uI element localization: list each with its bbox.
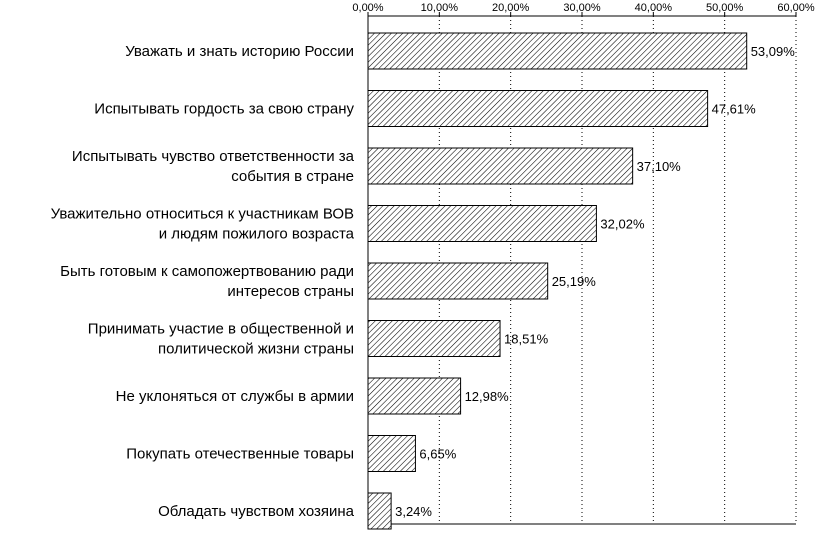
x-tick-label-6: 60,00% [777,2,815,14]
value-label-6: 12,98% [464,389,509,404]
bar-8 [368,493,391,529]
category-label-4-1: интересов страны [227,283,354,300]
value-label-3: 32,02% [600,216,645,232]
bar-2 [368,148,633,184]
category-label-6-0: Не уклоняться от службы в армии [115,388,354,405]
value-label-8: 3,24% [395,504,432,519]
x-tick-label-5: 50,00% [706,2,744,14]
bar-0 [368,33,747,69]
category-label-1-0: Испытывать гордость за свою страну [94,100,354,118]
category-label-3-1: и людям пожилого возраста [158,225,354,243]
value-label-2: 37,10% [636,159,681,174]
x-tick-label-0: 0,00% [352,2,384,14]
value-label-4: 25,19% [551,274,596,289]
bar-4 [368,263,548,299]
category-label-0-0: Уважать и знать историю России [125,43,354,60]
bar-5 [368,321,500,357]
x-tick-label-2: 20,00% [492,2,530,14]
value-label-7: 6,65% [419,446,457,462]
bar-1 [368,91,708,127]
category-label-8-0: Обладать чувством хозяина [158,503,354,520]
x-tick-label-3: 30,00% [563,2,601,14]
category-label-7-0: Покупать отечественные товары [126,445,354,463]
category-label-5-0: Принимать участие в общественной и [87,320,354,338]
value-label-5: 18,51% [504,331,549,347]
category-label-2-0: Испытывать чувство ответственности за [71,148,354,165]
category-label-5-1: политической жизни страны [157,340,354,358]
bar-3 [368,206,596,242]
x-tick-label-1: 10,00% [420,2,458,14]
value-label-0: 53,09% [750,44,795,59]
category-label-4-0: Быть готовым к самопожертвованию ради [60,263,354,280]
labels [51,2,815,520]
category-label-3-0: Уважительно относиться к участникам ВОВ [50,205,354,223]
bar-7 [368,436,415,472]
x-tick-label-4: 40,00% [634,2,672,14]
category-label-2-1: события в стране [231,168,354,185]
bar-6 [368,378,461,414]
value-label-1: 47,61% [711,101,756,117]
